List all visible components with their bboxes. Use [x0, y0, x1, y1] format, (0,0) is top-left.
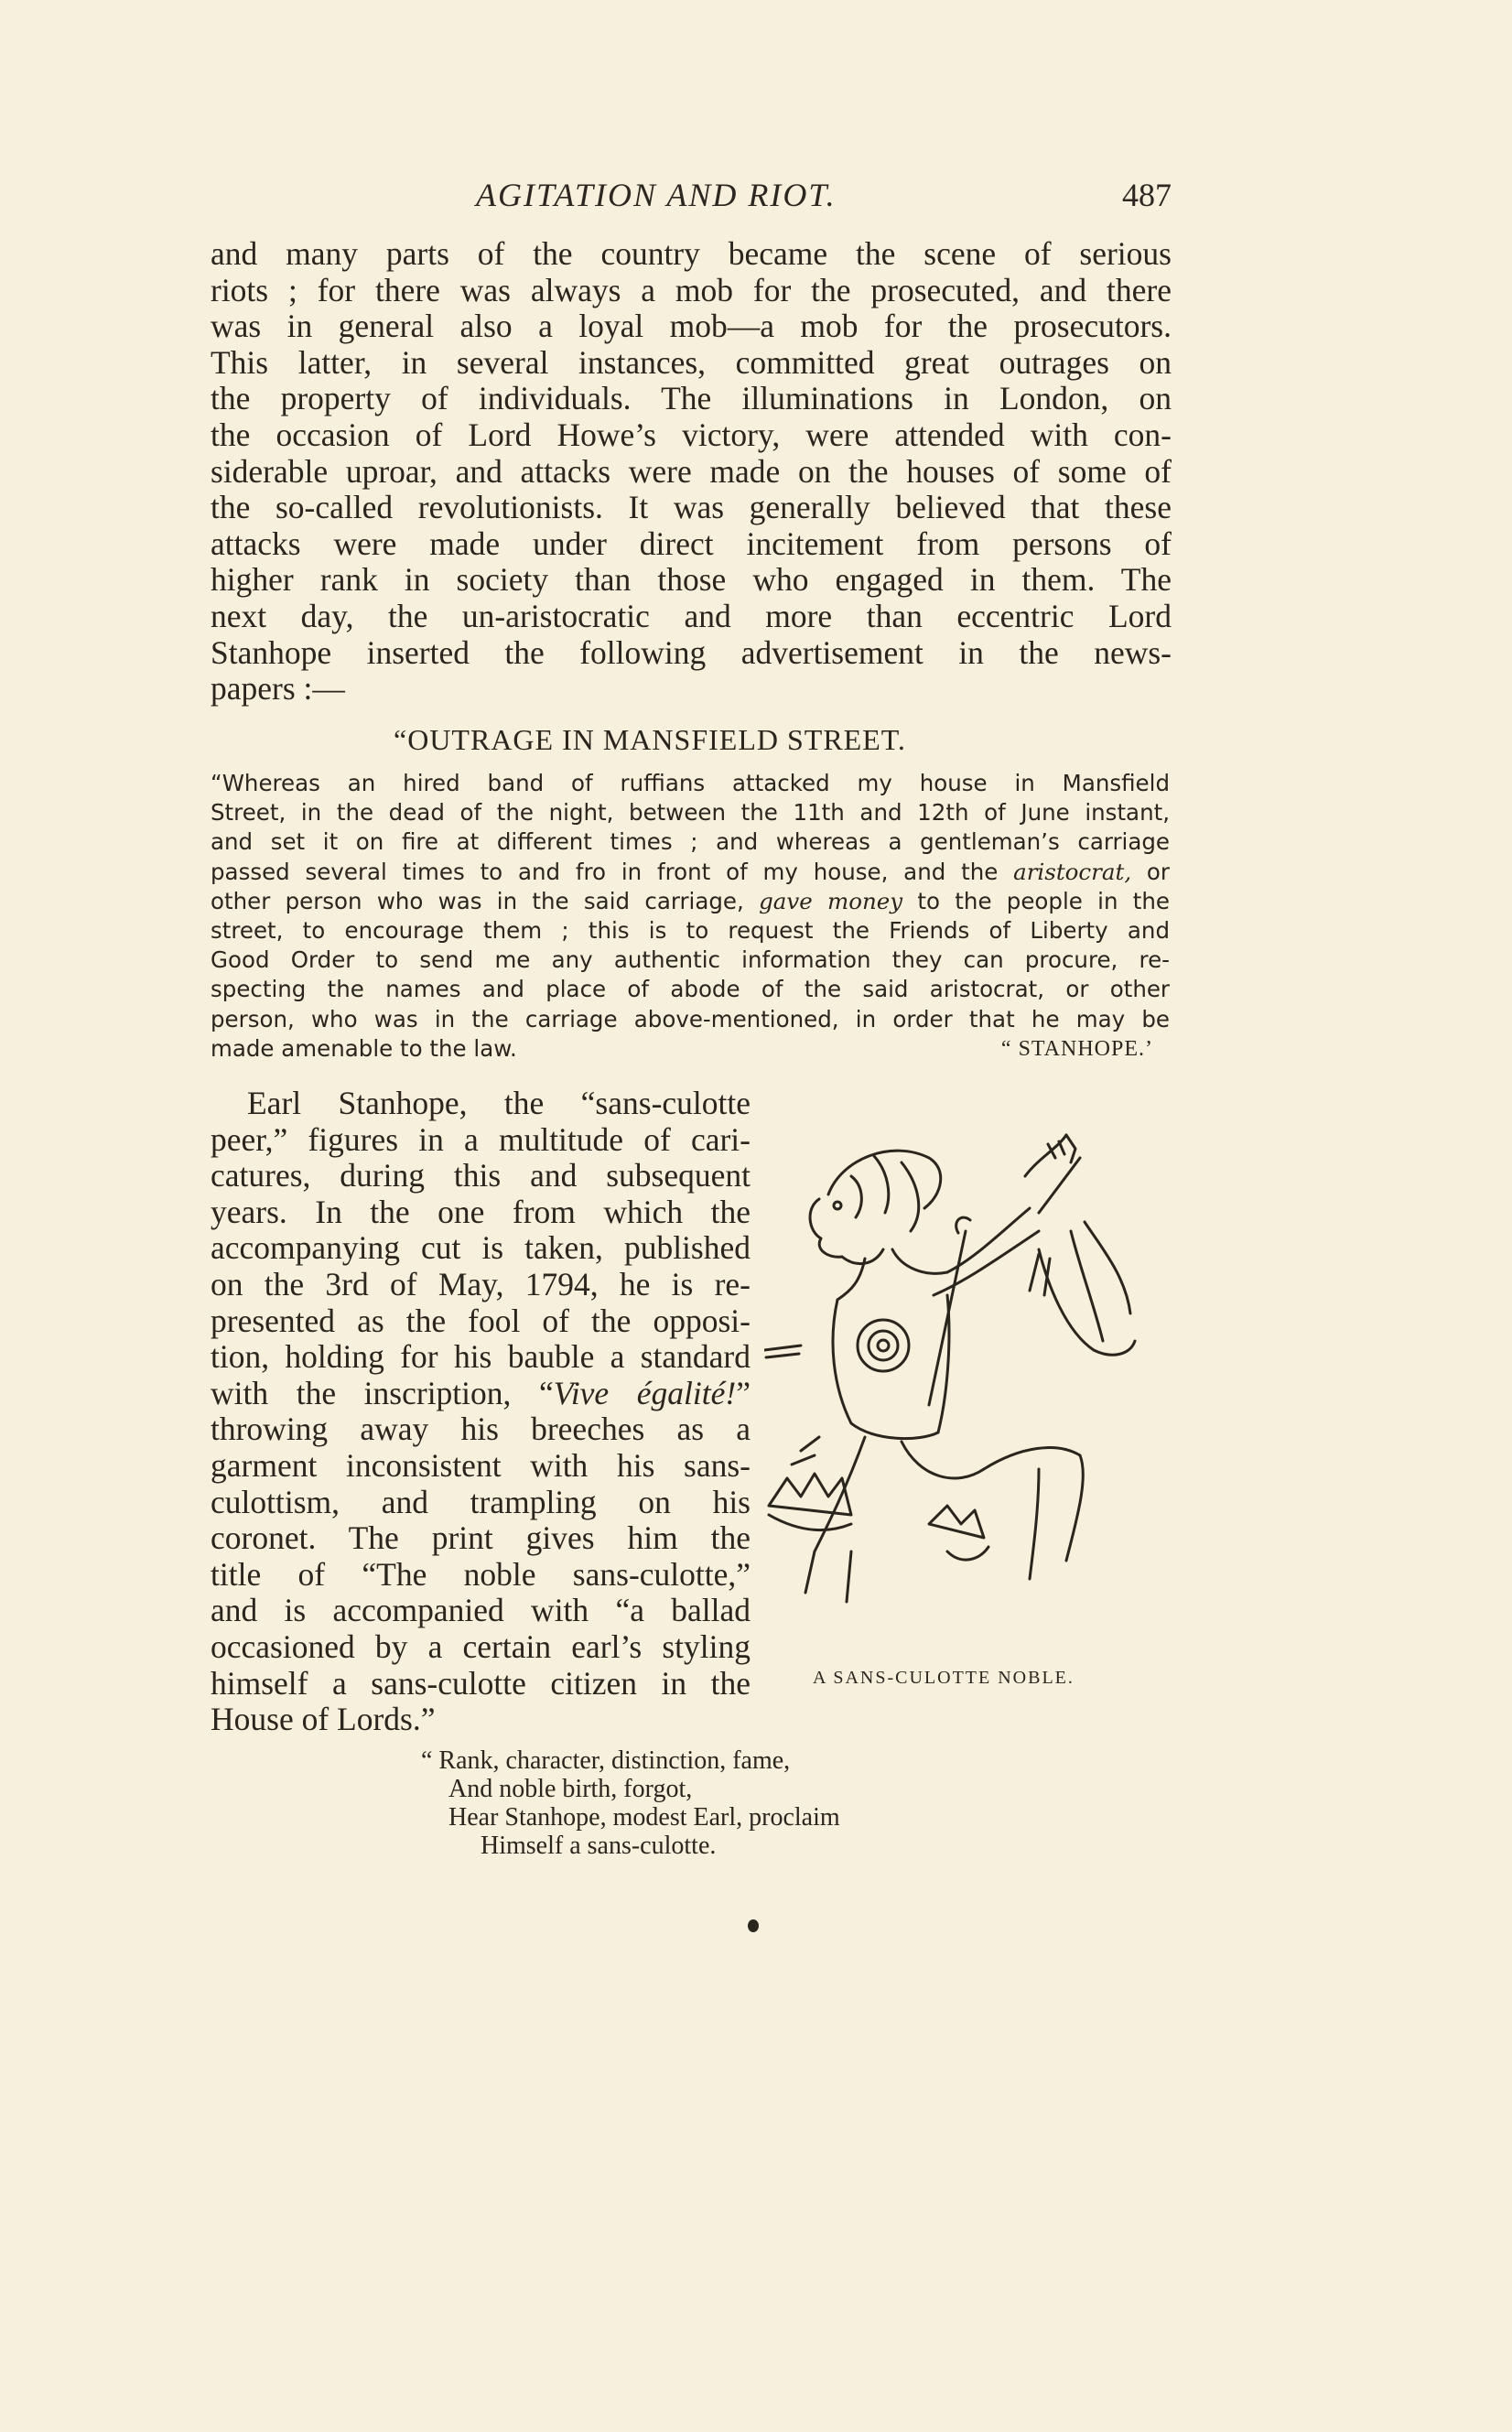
ink-dot-mark — [748, 1919, 759, 1932]
advertisement-line — [211, 1034, 1170, 1064]
advertisement-line: Good Order to send me any authentic information they can procure, re- — [211, 946, 1170, 974]
paragraph-line: coronet. The print gives him the — [211, 1519, 751, 1557]
advertisement-emphasis: aristocrat, — [1013, 858, 1132, 885]
sans-culotte-illustration — [764, 1121, 1158, 1661]
ballad-line: Hear Stanhope, modest Earl, proclaim — [448, 1803, 840, 1832]
body-line: This latter, in several instances, committed great outrages on — [211, 343, 1172, 381]
advertisement-signature: “ STANHOPE.’ — [1000, 1036, 1153, 1061]
body-line: the so-called revolutionists. It was generally believed that these — [211, 489, 1172, 526]
body-line: Stanhope inserted the following advertisement in the news- — [211, 633, 1172, 671]
paragraph-line: accompanying cut is taken, published — [211, 1229, 751, 1267]
paragraph-line: culottism, and trampling on his — [211, 1483, 751, 1520]
body-line: siderable uproar, and attacks were made on the houses of some of — [211, 452, 1172, 490]
advertisement-line: and set it on fire at different times ; and whereas a gentleman’s carriage — [211, 828, 1170, 856]
paragraph-text-run: with the inscription, “ — [211, 1374, 554, 1411]
advertisement-text-run: made amenable to the law. — [211, 1034, 517, 1062]
paragraph-line: title of “The noble sans-culotte,” — [211, 1555, 751, 1593]
ballad-line: And noble birth, forgot, — [448, 1775, 693, 1803]
running-title: AGITATION AND RIOT. — [476, 177, 837, 213]
body-line: attacks were made under direct incitement from persons of — [211, 524, 1172, 562]
ballad-verse — [421, 1746, 1062, 1860]
paragraph-line: presented as the fool of the opposi- — [211, 1302, 751, 1339]
ballad-line: “ Rank, character, distinction, fame, — [421, 1746, 791, 1775]
advertisement-text-run: or — [1146, 858, 1170, 885]
paragraph-line: catures, during this and subsequent — [211, 1157, 751, 1194]
paragraph-line: and is accompanied with “a ballad — [211, 1592, 751, 1629]
advertisement-heading: “OUTRAGE IN MANSFIELD STREET. — [394, 723, 906, 756]
stanhope-paragraph — [211, 1086, 751, 1738]
advertisement-text-run: to the people in the — [917, 887, 1170, 914]
page-number: 487 — [1122, 177, 1172, 213]
paragraph-line: himself a sans-culotte citizen in the — [211, 1664, 751, 1702]
running-head — [211, 176, 1181, 222]
paragraph-line: House of Lords.” — [211, 1701, 436, 1738]
body-line: was in general also a loyal mob—a mob for the prosecutors. — [211, 308, 1172, 345]
paragraph-line: tion, holding for his bauble a standard — [211, 1338, 751, 1376]
advertisement-line: person, who was in the carriage above-mentioned, in order that he may be — [211, 1005, 1170, 1032]
body-line: papers :— — [211, 670, 345, 708]
ballad-line: Himself a sans-culotte. — [481, 1832, 717, 1860]
body-paragraph — [211, 236, 1172, 708]
advertisement-line — [211, 887, 1170, 916]
paragraph-line: on the 3rd of May, 1794, he is re- — [211, 1265, 751, 1302]
paragraph-line: throwing away his breeches as a — [211, 1411, 751, 1448]
paragraph-emphasis: Vive égalité! — [553, 1374, 737, 1411]
body-line: next day, the un-aristocratic and more than eccentric Lord — [211, 597, 1172, 634]
advertisement-line: specting the names and place of abode of the said aristocrat, or other — [211, 976, 1170, 1003]
paragraph-line — [211, 1376, 751, 1412]
advertisement-line: Street, in the dead of the night, between the 11th and 12th of June instant, — [211, 799, 1170, 827]
paragraph-line: garment inconsistent with his sans- — [211, 1446, 751, 1484]
paragraph-line: occasioned by a certain earl’s styling — [211, 1627, 751, 1665]
advertisement-text — [211, 769, 1170, 1064]
body-line: and many parts of the country became the scene of serious — [211, 235, 1172, 272]
advertisement-emphasis: gave money — [759, 887, 903, 914]
body-line: the occasion of Lord Howe’s victory, were attended with con- — [211, 416, 1172, 453]
advertisement-line: “Whereas an hired band of ruffians attacked my house in Mansfield — [211, 770, 1170, 796]
advertisement-line — [211, 858, 1170, 887]
body-line: riots ; for there was always a mob for the prosecuted, and there — [211, 271, 1172, 308]
advertisement-text-run: passed several times to and fro in front of my house, and the — [211, 858, 999, 885]
paragraph-line: peer,” figures in a multitude of cari- — [211, 1120, 751, 1158]
illustration-caption: A SANS-CULOTTE NOBLE. — [813, 1668, 1075, 1688]
paragraph-text-run: ” — [736, 1374, 751, 1411]
paragraph-line: years. In the one from which the — [211, 1193, 751, 1230]
advertisement-line: street, to encourage them ; this is to request the Friends of Liberty and — [211, 917, 1170, 945]
body-line: the property of individuals. The illuminations in London, on — [211, 380, 1172, 417]
advertisement-text-run: other person who was in the said carriage, — [211, 887, 744, 914]
body-line: higher rank in society than those who engaged in them. The — [211, 561, 1172, 599]
paragraph-line: Earl Stanhope, the “sans-culotte — [247, 1085, 751, 1121]
